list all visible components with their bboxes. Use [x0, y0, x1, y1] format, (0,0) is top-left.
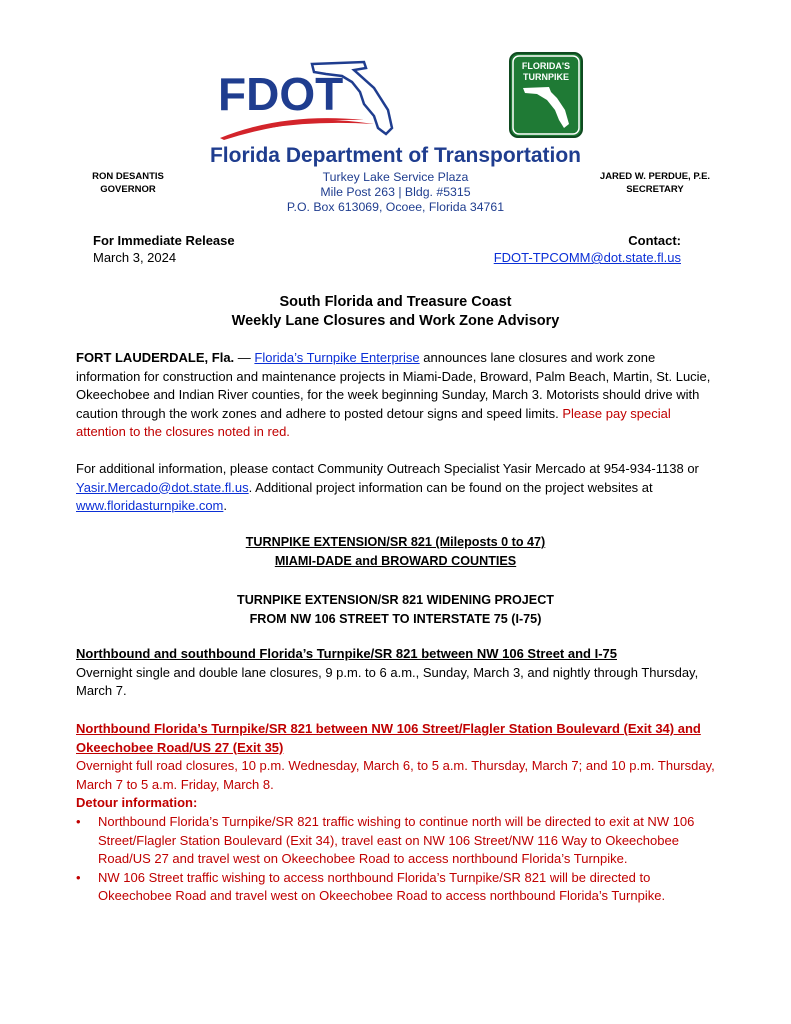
dateline: FORT LAUDERDALE, Fla.: [76, 350, 235, 365]
fdot-logo-text: FDOT: [218, 68, 344, 120]
info-text1: For additional information, please contact Community Outreach Specialist Yasir Mercado at 954-934-1138 or: [76, 461, 699, 476]
intro-body: announces lane closures and work zone information for construction and maintenance projects in Miami-Dade, Broward, Palm Beach, Martin, St. Lucie, Okeechobee and Indian River counties, for the week beginning Sunday, March 3. Motorists should drive with caution through the work zones and adhere to posted detour signs and speed limits.: [76, 350, 711, 421]
detour-list: [76, 813, 716, 906]
release-label: For Immediate Release: [93, 233, 235, 248]
headline-line2: Weekly Lane Closures and Work Zone Advisory: [231, 313, 560, 329]
fdot-logo: [214, 58, 404, 142]
turnpike-logo: [509, 52, 583, 138]
address-block: [200, 170, 591, 215]
info-text3: .: [223, 498, 228, 514]
section1-line1: TURNPIKE EXTENSION/SR 821 (Mileposts 0 to 47): [245, 535, 546, 549]
section2-line1: TURNPIKE EXTENSION/SR 821 WIDENING PROJECT: [237, 593, 554, 607]
governor-name: RON DESANTIS: [92, 171, 164, 182]
detour-item: • Northbound Florida’s Turnpike/SR 821 traffic wishing to continue north will be directed to exit at NW 106 Street/Flagler Station Boulevard (Exit 34), travel east on NW 106 Street/NW 116 Way to Okeechobee Road/US 27 and travel west on Okeechobee Road to access northbound Florida’s Turnpike.: [76, 813, 716, 869]
red-note: Please pay special attention to the closures noted in red.: [76, 405, 671, 440]
secretary-block: [575, 170, 735, 196]
section1-line2: MIAMI-DADE and BROWARD COUNTIES: [274, 553, 517, 568]
detour-label: Detour information:: [76, 795, 198, 811]
address-line2: Mile Post 263 | Bldg. #5315: [320, 185, 471, 199]
closure2-heading: Northbound Florida’s Turnpike/SR 821 between NW 106 Street/Flagler Station Boulevard (Exit 34) and Okeechobee Road/US 27 (Exit 35): [76, 721, 701, 755]
fdot-logo-graphic: [214, 58, 404, 142]
detour-item: • NW 106 Street traffic wishing to access northbound Florida’s Turnpike/SR 821 will be directed to Okeechobee Road and travel west on Okeechobee Road to access northbound Florida’s Turnpike.: [76, 869, 716, 906]
secretary-name: JARED W. PERDUE, P.E.: [599, 171, 711, 182]
secretary-title: SECRETARY: [626, 184, 684, 195]
release-date: March 3, 2024: [93, 250, 177, 265]
contact-label: Contact:: [628, 233, 681, 248]
section2-line2: FROM NW 106 STREET TO INTERSTATE 75 (I-75): [249, 611, 542, 626]
turnpike-logo-graphic: [509, 52, 583, 138]
agency-name: Florida Department of Transportation: [209, 144, 582, 167]
section1-heading: [0, 533, 791, 570]
closure1-text: Overnight single and double lane closures, 9 p.m. to 6 a.m., Sunday, March 3, and nightly through Thursday, March 7.: [76, 664, 699, 699]
turnpike-enterprise-link[interactable]: Florida’s Turnpike Enterprise: [254, 350, 420, 365]
intro-paragraph: [76, 349, 716, 442]
section2-heading: [0, 591, 791, 628]
headline-line1: South Florida and Treasure Coast: [279, 294, 512, 310]
contact-email-link[interactable]: FDOT-TPCOMM@dot.state.fl.us: [493, 250, 681, 265]
info-text2: . Additional project information can be found on the project websites at: [248, 479, 653, 495]
dateline-dash: —: [234, 350, 255, 365]
governor-title: GOVERNOR: [100, 184, 156, 195]
contact-email-wrap: [494, 250, 681, 265]
closure2-block: [76, 720, 716, 906]
address-line3: P.O. Box 613069, Ocoee, Florida 34761: [286, 200, 505, 214]
info-paragraph: [76, 460, 716, 516]
turnpike-logo-line1: FLORIDA'S: [521, 61, 571, 71]
headline: [0, 293, 791, 331]
closure1-block: [76, 645, 716, 701]
governor-block: [68, 170, 188, 196]
closure2-text: Overnight full road closures, 10 p.m. Wednesday, March 6, to 5 a.m. Thursday, March 7; and 10 p.m. Thursday, March 7 to 5 a.m. Friday, March 8.: [76, 758, 715, 792]
website-link[interactable]: www.floridasturnpike.com: [76, 498, 224, 514]
closure1-heading: Northbound and southbound Florida’s Turnpike/SR 821 between NW 106 Street and I-75: [76, 646, 617, 661]
yasir-email-link[interactable]: Yasir.Mercado@dot.state.fl.us: [76, 479, 249, 495]
turnpike-logo-line2: TURNPIKE: [522, 72, 570, 82]
address-line1: Turkey Lake Service Plaza: [322, 170, 469, 184]
